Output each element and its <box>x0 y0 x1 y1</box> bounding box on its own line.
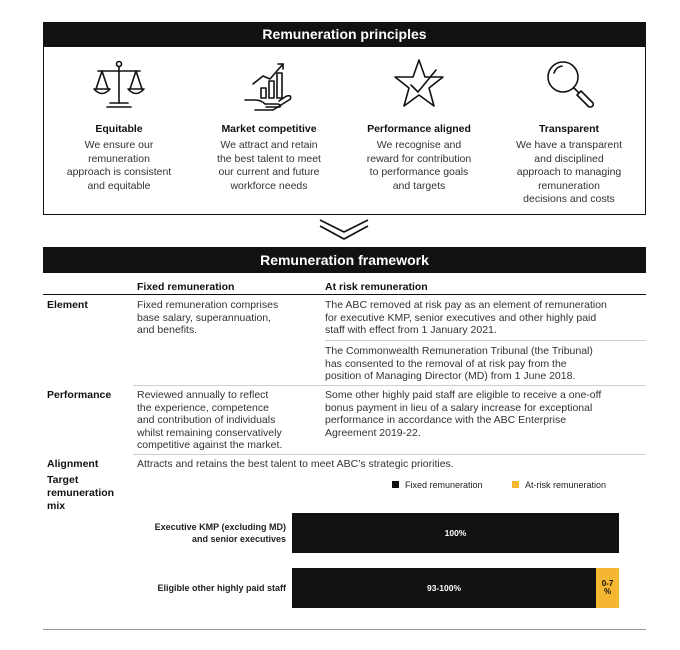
performance-fixed-text <box>137 389 322 452</box>
text-line: staff with effect from 1 January 2021. <box>325 324 497 336</box>
principles-box <box>43 47 646 215</box>
text-line: base salary, superannuation, <box>137 311 272 324</box>
desc-line: and targets <box>392 179 446 192</box>
bar-fixed <box>292 513 619 553</box>
label-line: Eligible other highly paid staff <box>157 583 286 593</box>
header-divider <box>43 294 646 295</box>
desc-line: We ensure our <box>84 139 154 151</box>
legend-swatch <box>512 481 519 488</box>
label-line: Executive KMP (excluding MD) <box>154 522 286 532</box>
legend-label: Fixed remuneration <box>405 480 483 490</box>
text-line: Agreement 2019-22. <box>325 426 421 439</box>
framework-title: Remuneration framework <box>260 252 429 268</box>
desc-line: our current and future <box>218 166 320 178</box>
principle-title: Equitable <box>95 123 143 135</box>
element-fixed-text <box>137 299 317 337</box>
desc-line: We recognise and <box>376 139 462 151</box>
text-line: Reviewed annually to reflect <box>137 389 269 401</box>
text-line: Fixed remuneration comprises <box>137 299 279 311</box>
desc-line: approach to managing <box>516 166 622 178</box>
text-line: has consented to the removal of at risk pay from the <box>325 357 567 370</box>
text-line: for executive KMP, senior executives and other highly paid <box>325 311 597 324</box>
label-line: remuneration <box>47 487 115 499</box>
bar-value-label: 0-7 % <box>601 579 614 596</box>
text-line: position of Managing Director (MD) from 1 June 2018. <box>325 370 576 382</box>
column-header-fixed: Fixed remuneration <box>137 281 235 293</box>
element-tribunal-text <box>325 345 645 383</box>
text-line: bonus payment in lieu of a salary increase for exceptional <box>325 401 593 414</box>
text-line: the experience, competence <box>137 401 269 414</box>
text-line: performance in accordance with the ABC Enterprise <box>325 414 567 426</box>
bar-category-label <box>146 521 286 545</box>
column-header-at-risk: At risk remuneration <box>325 281 428 293</box>
row-label-target-mix <box>47 474 114 513</box>
label-line: mix <box>47 500 66 512</box>
element-at-risk-text <box>325 299 645 337</box>
principle-title: Transparent <box>538 123 600 135</box>
bar-fixed <box>292 568 596 608</box>
text-line: whilst remaining conservatively <box>137 426 282 439</box>
label-line: and senior executives <box>191 534 286 544</box>
legend-label: At-risk remuneration <box>525 480 607 490</box>
desc-line: remuneration <box>88 152 150 165</box>
chevron-down-icon <box>318 218 370 247</box>
bar-value-label: 100% <box>444 528 467 538</box>
text-line: The ABC removed at risk pay as an element of remuneration <box>325 299 607 311</box>
row-divider <box>133 385 646 386</box>
desc-line: We have a transparent <box>515 139 623 151</box>
desc-line: and disciplined <box>534 152 604 165</box>
principle-title: Performance aligned <box>367 123 471 135</box>
principle-title: Market competitive <box>221 123 317 135</box>
principle-description <box>350 139 488 193</box>
text-line: and benefits. <box>137 324 198 336</box>
legend-swatch <box>392 481 399 488</box>
magnifier-icon <box>539 54 599 121</box>
framework-header <box>43 247 646 273</box>
row-label-element: Element <box>47 299 88 311</box>
desc-line: and equitable <box>87 179 151 192</box>
star-check-icon <box>389 54 449 121</box>
principle-description <box>200 139 338 193</box>
text-line: competitive against the market. <box>137 439 283 451</box>
legend-item-fixed <box>392 480 483 490</box>
scales-icon <box>89 54 149 121</box>
text-line: and contribution of individuals <box>137 414 276 426</box>
row-divider <box>133 454 646 455</box>
principles-header <box>43 22 646 47</box>
text-line: The Commonwealth Remuneration Tribunal (the Tribunal) <box>325 345 593 357</box>
desc-line: approach is consistent <box>66 166 172 178</box>
bar-value-label: 93-100% <box>426 583 462 593</box>
desc-line: We attract and retain <box>220 139 318 151</box>
desc-line: to performance goals <box>369 166 469 178</box>
desc-line: decisions and costs <box>523 193 615 205</box>
performance-at-risk-text <box>325 389 645 439</box>
desc-line: reward for contribution <box>366 152 472 165</box>
desc-line: the best talent to meet <box>217 152 321 165</box>
label-line: Target <box>47 474 79 486</box>
bar-at-risk <box>596 568 619 608</box>
principle-description <box>500 139 638 207</box>
row-label-performance: Performance <box>47 389 112 401</box>
desc-line: remuneration <box>538 179 600 192</box>
alignment-text: Attracts and retains the best talent to meet ABC’s strategic priorities. <box>137 458 454 470</box>
growth-chart-hand-icon <box>239 54 299 121</box>
row-label-alignment: Alignment <box>47 458 99 470</box>
text-line: Some other highly paid staff are eligible to receive a one-off <box>325 389 602 401</box>
page-divider <box>43 629 646 630</box>
principle-description <box>50 139 188 193</box>
principles-title: Remuneration principles <box>262 26 427 42</box>
bar-category-label <box>146 582 286 594</box>
row-divider <box>325 340 646 341</box>
desc-line: workforce needs <box>230 179 308 192</box>
legend-item-at-risk <box>512 480 606 490</box>
